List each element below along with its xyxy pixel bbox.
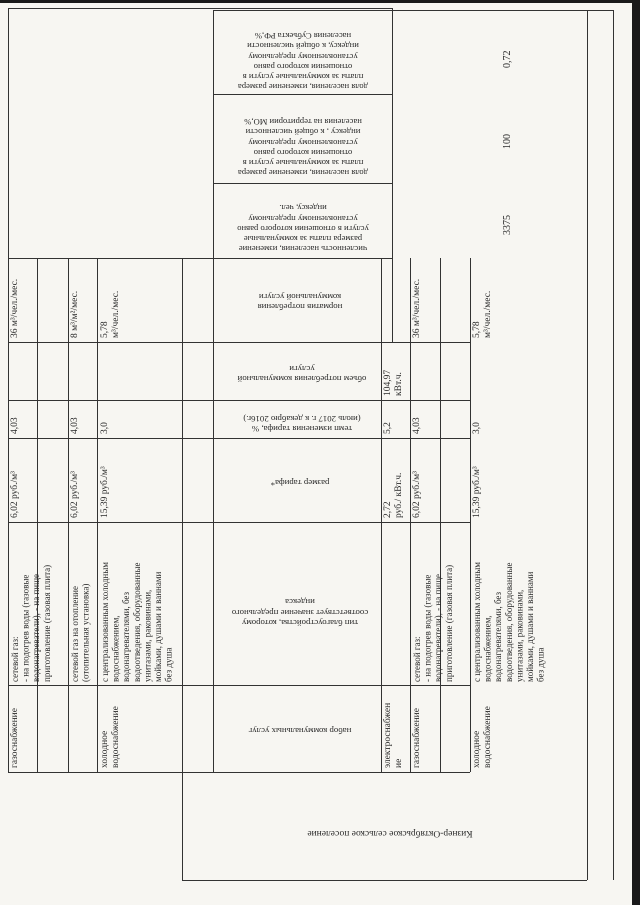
header-share-subject: доля населения, изменение размера платы за коммунальные услуги в отношении которого равно установленному предельному индексу, к общей численности населения Субъекта РФ,% [237,31,369,92]
right-gas-rate: 4,03 [412,417,422,434]
header-share-mo: доля населения, изменение размера платы за коммунальные услуги в отношении которого равно установленному предельному индексу , к общей численности населения на территории МО,% [237,117,369,178]
left-gas-service: газоснабжение [10,708,20,768]
right-el-tariff: 2,72 руб./ кВт.ч. [383,472,405,518]
right-water-service: холодное водоснабжение [472,706,494,768]
col-line-8 [410,258,411,772]
left-heating-rate: 4,03 [70,417,80,434]
col-line-4 [182,258,183,880]
row-line-2 [213,183,392,184]
table-border-right-2 [613,10,614,880]
header-service-set: набор коммунальных услуг [248,726,352,736]
header-population: численность населения, изменение размера платы за коммунальные услуги в отношении которого равно установленному предельному индексу, чел. [237,203,369,254]
col-line-9 [440,258,441,772]
left-water-tariff: 15,39 руб./м³ [100,466,110,518]
value-share-mo: 100 [502,134,513,150]
left-water-norm: 5,78 м³/чел./мес. [100,290,122,338]
left-gas-tariff: 6,02 руб./м³ [10,471,20,518]
row-line-6 [8,438,470,439]
table-border-right [587,10,588,880]
row-line-3 [8,258,392,259]
left-water-service: холодное водоснабжение [100,706,122,768]
header-improvement-type: тип благоустройства, которому соответствует значение предельного индекса [231,597,369,628]
col-line-0 [8,8,9,772]
left-gas-type: сетевой газ: - на подогрев воды (газовые водонагреватели), - на пище приготовление (газовая плита) [10,564,52,682]
left-heating-type: сетевой газ на отопление (отопительная установка) [70,583,91,682]
right-el-rate: 5,2 [383,422,393,434]
value-share-subject: 0,72 [502,50,513,68]
row-line-1 [213,94,392,95]
left-water-rate: 3,0 [100,422,110,434]
row-line-9 [8,772,470,773]
value-population: 3375 [502,215,513,235]
right-el-volume: 104,97 кВт.ч. [383,369,405,396]
settlement-name: Кизнер-Октябрьское сельское поселение [307,828,473,838]
left-heating-tariff: 6,02 руб./м³ [70,471,80,518]
row-line-5 [8,400,470,401]
right-gas-norm: 36 м³/чел./мес. [412,278,422,338]
col-line-5 [213,10,214,772]
right-el-service: электроснабжен ие [383,702,405,768]
col-line-10 [470,258,471,772]
col-line-6 [381,258,382,772]
row-line-7 [8,522,470,523]
left-gas-rate: 4,03 [10,417,20,434]
scan-edge-top [0,0,640,3]
left-water-type: с централизованным холодным водоснабжением, водонагревателями, без водоотведения, оборудованные унитазами, раковинами, мойками, душами и ваннами без душа [100,562,174,682]
col-line-7 [392,8,393,342]
header-norm: норматив потребления коммунальной услуги [257,291,343,312]
table-border-bottom [182,880,587,881]
right-water-norm: 5,78 м³/чел./мес. [472,290,494,338]
right-water-rate: 3,0 [472,422,482,434]
right-water-type: с централизованным холодным водоснабжением, водонагревателями, без водоотведения, оборудованные унитазами, раковинами, мойками, душами и ваннами без душа [472,562,546,682]
col-line-1b [37,685,38,772]
col-line-3 [97,258,98,772]
header-tariff: размер тарифа* [270,478,330,488]
row-line-8 [8,685,470,686]
table-border-top [8,8,392,9]
row-line-4 [8,342,470,343]
header-rate-change: темп изменения тарифа, % (июль 2017 г. к декабрю 2016г.) [243,413,361,434]
left-heating-norm: 8 м³/м²/мес. [70,290,80,338]
scan-edge-right [632,0,640,905]
right-water-tariff: 15,39 руб./м³ [472,466,482,518]
right-gas-type: сетевой газ: - на подогрев воды (газовые водонагреватели), - на пище приготовление (газовая плита) [412,564,454,682]
col-line-2 [68,258,69,772]
right-gas-service: газоснабжение [412,708,422,768]
left-gas-norm: 36 м³/чел./мес. [10,278,20,338]
header-volume: объем потребления коммунальной услуги [237,363,367,384]
right-gas-tariff: 6,02 руб./м³ [412,471,422,518]
table-border-top-right [213,10,613,11]
